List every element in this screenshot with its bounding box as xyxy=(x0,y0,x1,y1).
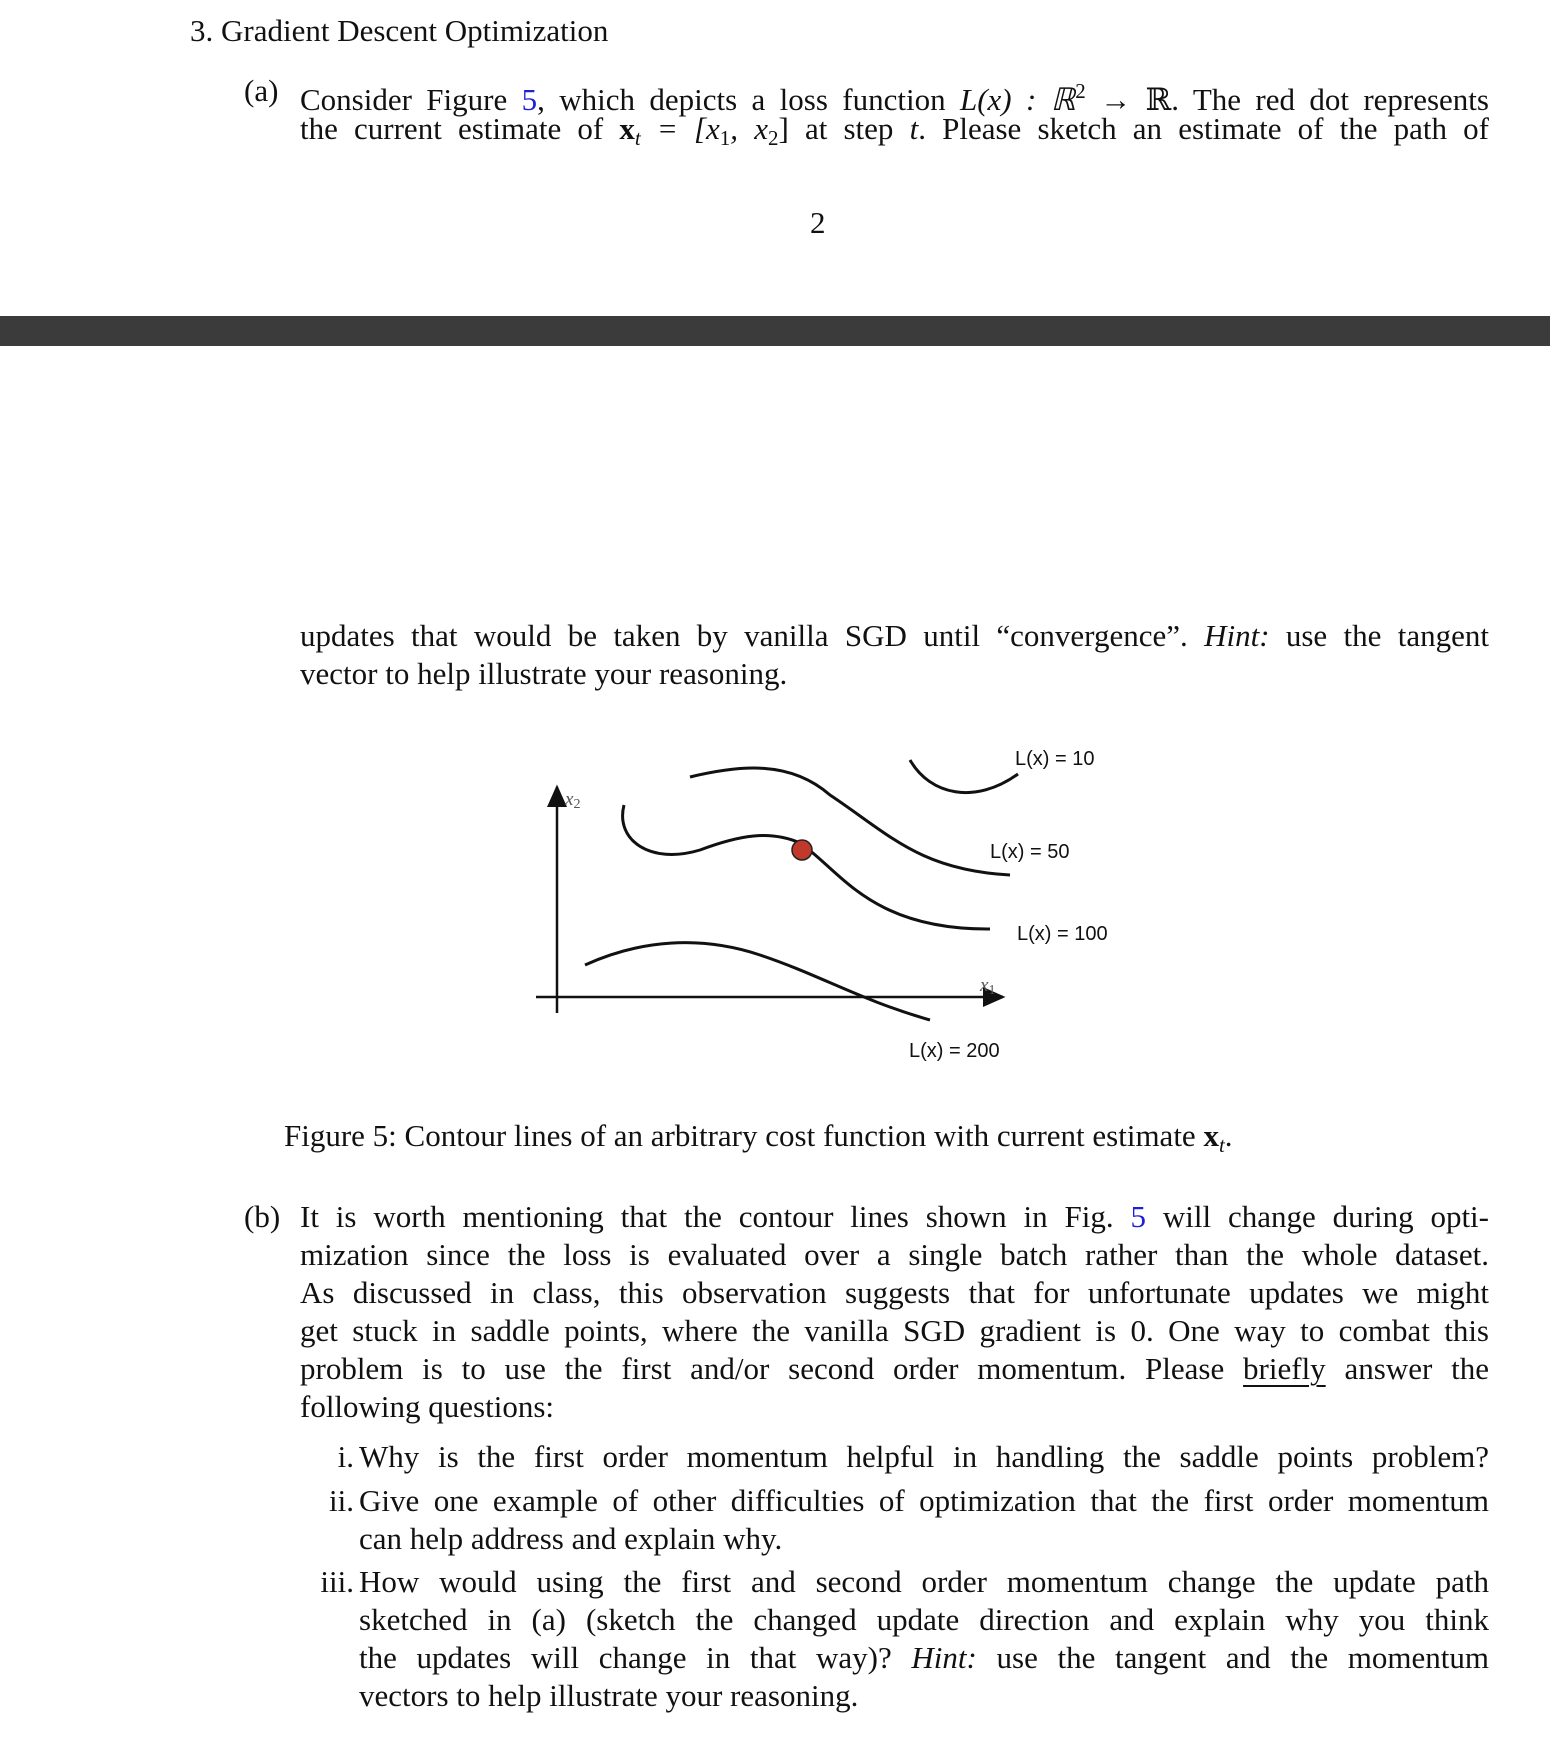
contour-50 xyxy=(690,768,1010,875)
part-b-line-5: problem is to use the first and/or second order momentum. Please briefly answer the xyxy=(300,1351,1489,1386)
contour-label-200: L(x) = 200 xyxy=(909,1040,1000,1062)
part-a-label: (a) xyxy=(244,73,279,108)
part-b-line-2: mization since the loss is evaluated over a single batch rather than the whole dataset. xyxy=(300,1237,1489,1272)
section-number: 3. xyxy=(190,13,214,48)
item-iii-line-1: How would using the first and second order momentum change the update path xyxy=(359,1564,1489,1599)
axis-label-x2: x2 xyxy=(565,789,581,812)
item-i-label: i. xyxy=(337,1439,354,1474)
figure-5-link[interactable]: 5 xyxy=(521,82,538,117)
part-b-line-3: As discussed in class, this observation suggests that for unfortunate updates we might xyxy=(300,1275,1489,1310)
axis-label-x1: x1 xyxy=(980,975,996,998)
item-ii-label: ii. xyxy=(329,1483,354,1518)
item-iii-line-2: sketched in (a) (sketch the changed update direction and explain why you think xyxy=(359,1602,1489,1637)
item-iii-label: iii. xyxy=(320,1564,354,1599)
loss-math: L(x) : ℝ xyxy=(959,82,1076,117)
hint-label: Hint: xyxy=(1204,618,1270,653)
fig-5-link[interactable]: 5 xyxy=(1130,1199,1147,1234)
figure-caption: Figure 5: Contour lines of an arbitrary cost function with current estimate $x_t$. xyxy=(284,1118,1233,1157)
briefly-underlined: briefly xyxy=(1243,1351,1326,1386)
contour-10 xyxy=(910,760,1018,793)
item-ii-line-2: can help address and explain why. xyxy=(359,1521,783,1556)
part-b-line-4: get stuck in saddle points, where the vanilla SGD gradient is 0. One way to combat this xyxy=(300,1313,1489,1348)
item-iii-line-3: the updates will change in that way)? Hint: use the tangent and the momentum xyxy=(359,1640,1490,1675)
part-a-line-2: the current estimate of $x_t = [x_1$, $x_2$] at step t. Please sketch an estimate of the path of xyxy=(300,111,1489,150)
item-iii-line-4: vectors to help illustrate your reasoning. xyxy=(359,1678,859,1713)
part-b-label: (b) xyxy=(244,1199,281,1234)
part-a-line-4: vector to help illustrate your reasoning. xyxy=(300,656,788,691)
part-b-line-6: following questions: xyxy=(300,1389,555,1424)
contour-label-100: L(x) = 100 xyxy=(1017,923,1108,945)
part-b-line-1: It is worth mentioning that the contour lines shown in Fig. 5 will change during opti- xyxy=(300,1199,1489,1234)
contour-label-10: L(x) = 10 xyxy=(1015,748,1095,770)
item-ii-line-1: Give one example of other difficulties of optimization that the first order momentum xyxy=(359,1483,1489,1518)
current-estimate-dot xyxy=(792,840,812,860)
contour-200 xyxy=(585,943,930,1020)
page-number: 2 xyxy=(810,205,826,240)
part-a-line-3: updates that would be taken by vanilla SGD until “convergence”. Hint: use the tangent xyxy=(300,618,1489,653)
item-i-line-1: Why is the first order momentum helpful in handling the saddle points problem? xyxy=(359,1439,1489,1474)
contour-label-50: L(x) = 50 xyxy=(990,841,1070,863)
section-title: Gradient Descent Optimization xyxy=(221,13,609,48)
part-a-line-1: Consider Figure 5, which depicts a loss function L(x) : ℝ$^2$ → ℝ. The red dot represents xyxy=(300,79,1489,117)
contour-100 xyxy=(623,805,990,929)
